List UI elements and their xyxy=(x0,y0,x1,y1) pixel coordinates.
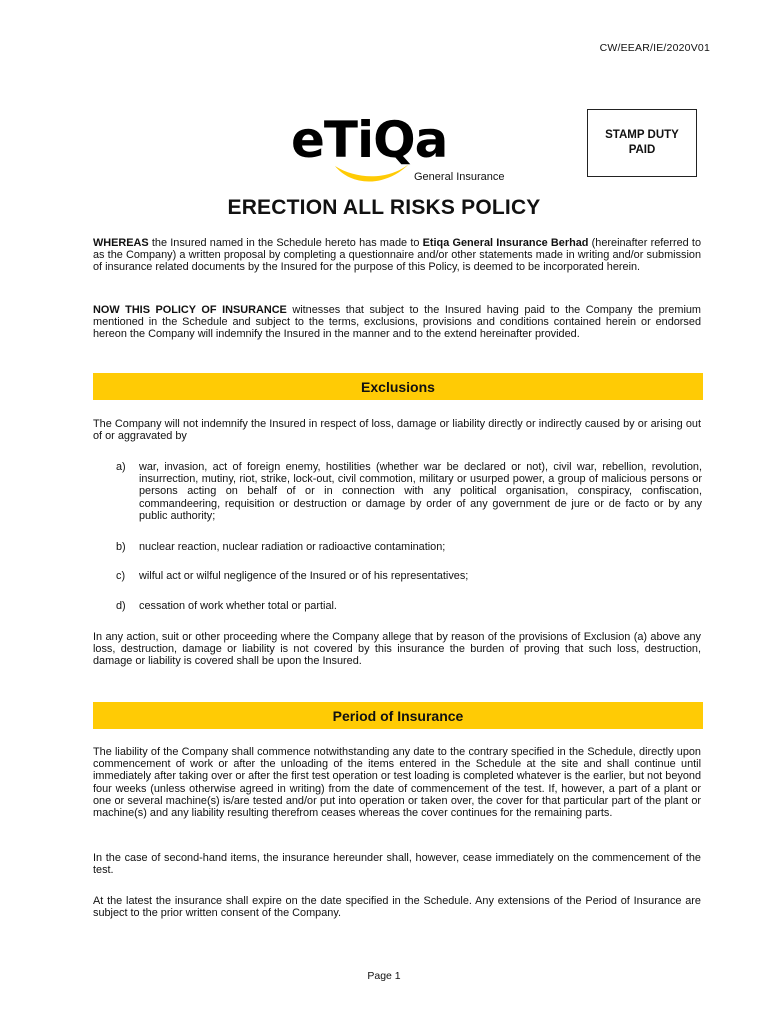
now-this-policy-paragraph xyxy=(93,304,701,341)
exclusions-heading: Exclusions xyxy=(93,373,703,400)
logo-wordmark: eTiQa xyxy=(291,111,448,169)
exclusion-label: a) xyxy=(116,461,126,473)
whereas-lead: WHEREAS xyxy=(93,237,149,249)
whereas-paragraph xyxy=(93,237,701,274)
exclusion-item xyxy=(116,461,702,522)
period-of-insurance-heading: Period of Insurance xyxy=(93,702,703,729)
exclusion-text: war, invasion, act of foreign enemy, hostilities (whether war be declared or not), civil war, rebellion, revolution, insurrection, mutiny, riot, strike, lock-out, civil commotion, military or usurped power, a group of malicious persons or persons acting on behalf of or in connection with any political organisation, conspiracy, confiscation, commandeering, requisition or destruction or damage by order of any government de jure or de facto or by any public authority; xyxy=(139,461,702,522)
exclusion-text: cessation of work whether total or partial. xyxy=(139,600,337,612)
stamp-line-2: PAID xyxy=(628,144,656,156)
exclusion-label: c) xyxy=(116,570,126,582)
logo-tagline: General Insurance xyxy=(414,171,505,183)
exclusions-intro: The Company will not indemnify the Insured in respect of loss, damage or liability directly or indirectly caused by or arising out of or aggravated by xyxy=(93,418,701,443)
period-paragraph-1: The liability of the Company shall commence notwithstanding any date to the contrary specified in the Schedule, directly upon commencement of work or after the unloading of the items entered in the Schedule at the site and shall continue until immediately after taking over or after the first test operation or test loading is completed whatever is the earlier, but not beyond four weeks (unless otherwise agreed in writing) from the date of commencement of the test. If, however, a part of a plant or one or several machine(s) is/are tested and/or put into operation or taken over, the cover for that particular part of the plant or machine(s) and any liability resulting therefrom ceases whereas the cover continues for the remaining parts. xyxy=(93,746,701,820)
company-name: Etiqa General Insurance Berhad xyxy=(422,237,589,249)
period-paragraph-3: At the latest the insurance shall expire on the date specified in the Schedule. Any extensions of the Period of Insurance are subject to the prior written consent of the Company. xyxy=(93,895,701,920)
exclusion-item xyxy=(116,541,702,553)
now-this-policy-lead: NOW THIS POLICY OF INSURANCE xyxy=(93,304,287,316)
now-this-policy-rest: witnesses that subject to the Insured having paid to the Company the premium mentioned in the Schedule and subject to the terms, exclusions, provisions and conditions contained herein or endorsed hereon the Company will indemnify the Insured in the manner and to the extend hereinafter provided. xyxy=(93,304,701,341)
stamp-line-1: STAMP DUTY xyxy=(605,129,679,141)
exclusion-label: d) xyxy=(116,600,126,612)
document-reference: CW/EEAR/IE/2020V01 xyxy=(599,42,710,54)
page-number: Page 1 xyxy=(367,970,401,982)
etiqa-logo xyxy=(291,112,511,188)
exclusion-item xyxy=(116,600,702,612)
whereas-mid: the Insured named in the Schedule hereto has made to xyxy=(148,237,423,249)
exclusion-label: b) xyxy=(116,541,126,553)
stamp-duty-box xyxy=(587,109,697,177)
policy-title: ERECTION ALL RISKS POLICY xyxy=(227,196,541,219)
exclusion-text: nuclear reaction, nuclear radiation or radioactive contamination; xyxy=(139,541,446,553)
exclusion-text: wilful act or wilful negligence of the Insured or of his representatives; xyxy=(139,570,469,582)
exclusion-item xyxy=(116,570,702,582)
exclusions-closing: In any action, suit or other proceeding where the Company allege that by reason of the provisions of Exclusion (a) above any loss, destruction, damage or liability is not covered by this insurance the burden of proving that such loss, destruction, damage or liability is covered shall be upon the Insured. xyxy=(93,631,701,668)
logo-swoosh-icon xyxy=(333,162,411,188)
whereas-rest: (hereinafter referred to as the Company) a written proposal by completing a questionnaire and/or other statements made in writing and/or submission of insurance related documents by the Insured for the purpose of this Policy, is deemed to be incorporated herein. xyxy=(93,237,701,274)
period-paragraph-2: In the case of second-hand items, the insurance hereunder shall, however, cease immediately on the commencement of the test. xyxy=(93,852,701,877)
